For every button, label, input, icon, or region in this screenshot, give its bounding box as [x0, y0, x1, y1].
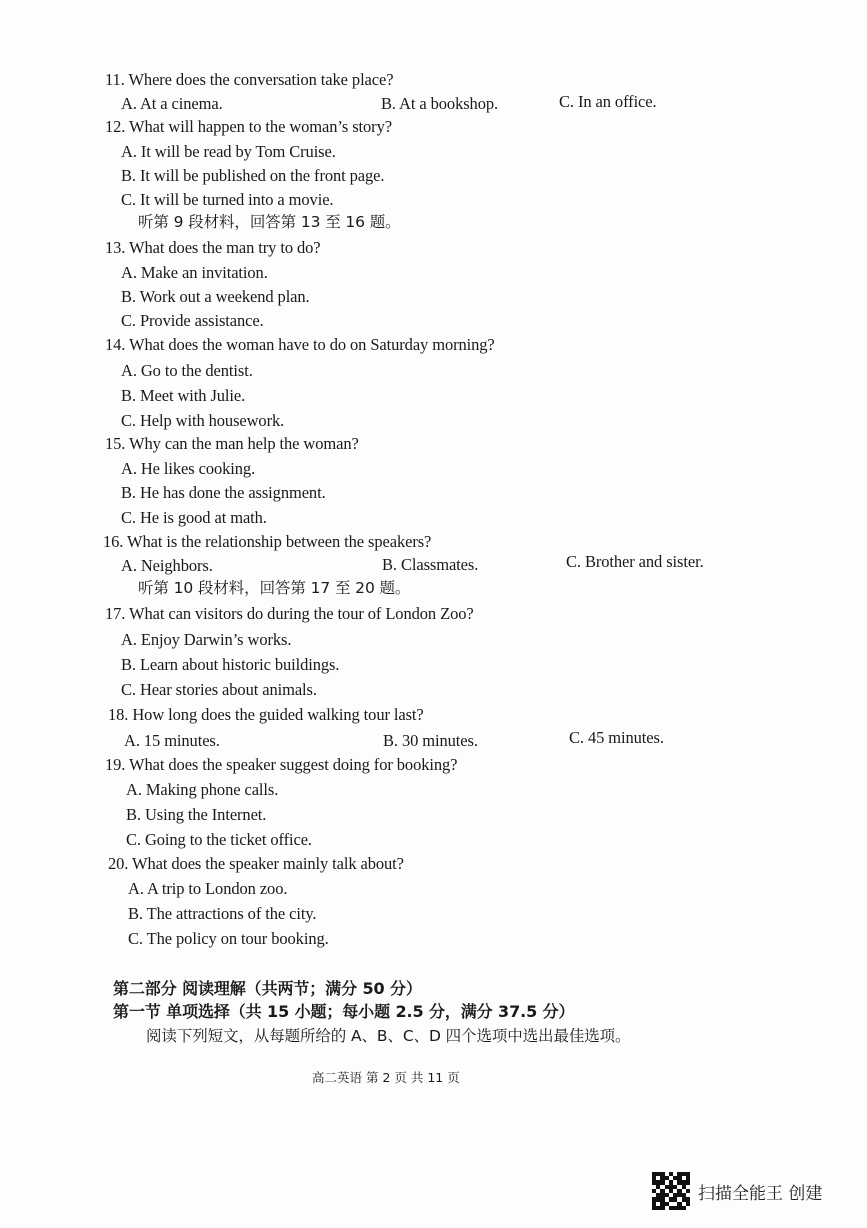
option-14a: A. Go to the dentist. [121, 361, 253, 380]
option-11b: B. At a bookshop. [381, 94, 499, 113]
option-19b: B. Using the Internet. [126, 805, 267, 824]
page-footer: 高二英语 第 2 页 共 11 页 [312, 1070, 460, 1085]
option-14c: C. Help with housework. [121, 411, 285, 430]
option-12b: B. It will be published on the front page. [121, 166, 385, 185]
option-19c: C. Going to the ticket office. [126, 830, 312, 849]
question-17: 17. What can visitors do during the tour of London Zoo? [105, 604, 474, 623]
question-19: 19. What does the speaker suggest doing for booking? [105, 755, 458, 774]
option-19a: A. Making phone calls. [126, 780, 279, 799]
question-18: 18. How long does the guided walking tour last? [108, 705, 424, 724]
question-14: 14. What does the woman have to do on Saturday morning? [105, 335, 495, 354]
watermark-text: 扫描全能王 创建 [698, 1183, 823, 1204]
option-11a: A. At a cinema. [121, 94, 223, 113]
option-13b: B. Work out a weekend plan. [121, 287, 310, 306]
option-16b: B. Classmates. [382, 555, 479, 574]
question-20: 20. What does the speaker mainly talk about? [108, 854, 404, 873]
option-16c: C. Brother and sister. [566, 552, 704, 571]
section-instruction-9: 听第 9 段材料，回答第 13 至 16 题。 [138, 213, 401, 231]
part-two-heading: 第二部分 阅读理解（共两节；满分 50 分） [113, 979, 422, 998]
option-13a: A. Make an invitation. [121, 263, 268, 282]
option-18a: A. 15 minutes. [124, 731, 220, 750]
option-15c: C. He is good at math. [121, 508, 267, 527]
option-18b: B. 30 minutes. [383, 731, 478, 750]
option-13c: C. Provide assistance. [121, 311, 264, 330]
reading-instruction: 阅读下列短文，从每题所给的 A、B、C、D 四个选项中选出最佳选项。 [146, 1027, 631, 1045]
option-15a: A. He likes cooking. [121, 459, 256, 478]
scanner-watermark [652, 1172, 822, 1210]
section-instruction-10: 听第 10 段材料，回答第 17 至 20 题。 [138, 579, 411, 597]
qr-code-icon [652, 1172, 690, 1210]
question-16: 16. What is the relationship between the speakers? [103, 532, 432, 551]
option-15b: B. He has done the assignment. [121, 483, 326, 502]
option-16a: A. Neighbors. [121, 556, 213, 575]
option-17b: B. Learn about historic buildings. [121, 655, 340, 674]
option-20a: A. A trip to London zoo. [128, 879, 288, 898]
question-12: 12. What will happen to the woman’s story? [105, 117, 392, 136]
option-12a: A. It will be read by Tom Cruise. [121, 142, 336, 161]
option-11c: C. In an office. [559, 92, 657, 111]
option-17a: A. Enjoy Darwin’s works. [121, 630, 292, 649]
option-20b: B. The attractions of the city. [128, 904, 317, 923]
question-15: 15. Why can the man help the woman? [105, 434, 359, 453]
option-20c: C. The policy on tour booking. [128, 929, 329, 948]
question-13: 13. What does the man try to do? [105, 238, 321, 257]
option-17c: C. Hear stories about animals. [121, 680, 317, 699]
option-12c: C. It will be turned into a movie. [121, 190, 334, 209]
option-18c: C. 45 minutes. [569, 728, 664, 747]
question-11: 11. Where does the conversation take place? [105, 70, 394, 89]
section-one-heading: 第一节 单项选择（共 15 小题；每小题 2.5 分，满分 37.5 分） [113, 1002, 575, 1021]
option-14b: B. Meet with Julie. [121, 386, 246, 405]
